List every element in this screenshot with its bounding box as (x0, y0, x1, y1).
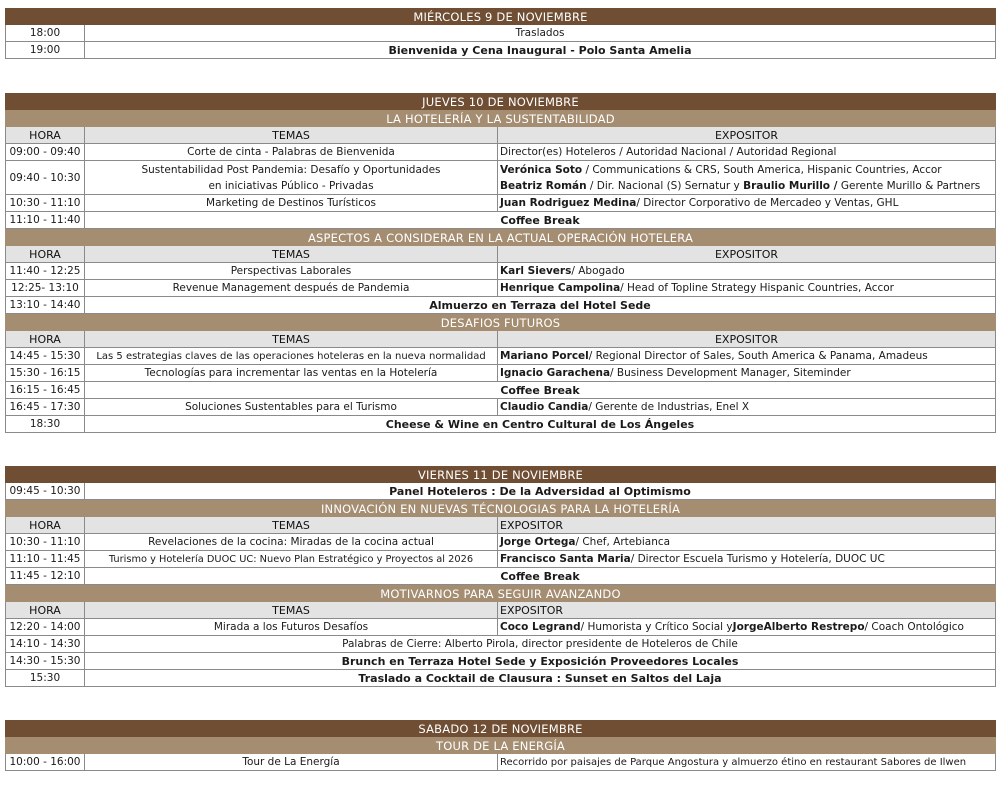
speaker-role: Gerente Murillo & Partners (837, 179, 981, 192)
column-headers (5, 246, 996, 263)
event-cell: Bienvenida y Cena Inaugural - Polo Santa Amelia (85, 42, 996, 58)
time-cell: 15:30 - 16:15 (5, 365, 85, 381)
time-cell: 09:45 - 10:30 (5, 483, 85, 499)
column-headers (5, 331, 996, 348)
time-cell: 13:10 - 14:40 (5, 297, 85, 313)
speaker-role: / Regional Director of Sales, South America & Panama, Amadeus (588, 350, 928, 362)
table-row (5, 348, 996, 365)
speaker-role: / Gerente de Industrias, Enel X (588, 401, 750, 413)
time-cell: 11:10 - 11:45 (5, 551, 85, 567)
table-row (5, 42, 996, 59)
event-cell: Palabras de Cierre: Alberto Pirola, director presidente de Hoteleros de Chile (85, 636, 996, 652)
table-row (5, 619, 996, 636)
topic-cell: Tecnologías para incrementar las ventas en la Hotelería (85, 365, 498, 381)
event-cell: Brunch en Terraza Hotel Sede y Exposición Proveedores Locales (85, 653, 996, 669)
event-cell: Cheese & Wine en Centro Cultural de Los Ángeles (85, 416, 996, 432)
speaker-name: Jorge Ortega (500, 536, 576, 548)
time-cell: 09:00 - 09:40 (5, 144, 85, 160)
table-row (5, 25, 996, 42)
day-title: SABADO 12 DE NOVIEMBRE (5, 720, 996, 737)
speaker-role: / Dir. Nacional (S) Sernatur y (586, 179, 744, 192)
col-temas: TEMAS (85, 602, 498, 618)
speaker-name: Beatriz Román (500, 179, 587, 192)
speaker-name: Juan Rodriguez Medina (500, 197, 637, 209)
speaker-role: / Coach Ontológico (864, 621, 964, 633)
speaker-name: Braulio Murillo / (743, 179, 838, 192)
table-row (5, 161, 996, 195)
col-temas: TEMAS (85, 517, 498, 533)
topic-cell: Perspectivas Laborales (85, 263, 498, 279)
col-expositor: EXPOSITOR (498, 246, 996, 262)
topic-cell: Las 5 estrategias claves de las operaciones hoteleras en la nueva normalidad (85, 348, 498, 364)
speaker-cell: Director(es) Hoteleros / Autoridad Nacional / Autoridad Regional (498, 144, 996, 160)
table-row (5, 382, 996, 399)
day-saturday (5, 720, 996, 771)
speaker-role: / Abogado (571, 265, 625, 277)
topic-cell: Revelaciones de la cocina: Miradas de la cocina actual (85, 534, 498, 550)
time-cell: 16:15 - 16:45 (5, 382, 85, 398)
speaker-line (500, 162, 942, 178)
table-row (5, 653, 996, 670)
table-row (5, 144, 996, 161)
day-title: MIÉRCOLES 9 DE NOVIEMBRE (5, 8, 996, 25)
event-cell: Panel Hoteleros : De la Adversidad al Optimismo (85, 483, 996, 499)
col-expositor: EXPOSITOR (498, 517, 996, 533)
col-hora: HORA (5, 602, 85, 618)
speaker-role: / Director Escuela Turismo y Hotelería, DUOC UC (630, 553, 885, 565)
table-row (5, 636, 996, 653)
section-title: TOUR DE LA ENERGÍA (5, 737, 996, 754)
time-cell: 15:30 (5, 670, 85, 686)
table-row (5, 212, 996, 229)
col-expositor: EXPOSITOR (498, 331, 996, 347)
speaker-name: Henrique Campolina (500, 282, 621, 294)
speaker-name: Claudio Candia (500, 401, 589, 413)
day-wednesday (5, 8, 996, 59)
speaker-name: Coco Legrand (500, 621, 581, 633)
event-cell: Coffee Break (85, 568, 996, 584)
time-cell: 10:00 - 16:00 (5, 754, 85, 770)
section-title: ASPECTOS A CONSIDERAR EN LA ACTUAL OPERACIÓN HOTELERA (5, 229, 996, 246)
col-expositor: EXPOSITOR (498, 602, 996, 618)
speaker-cell (498, 195, 996, 211)
program-document (5, 8, 996, 805)
speaker-role: / Business Development Manager, Siteminder (610, 367, 851, 379)
col-hora: HORA (5, 331, 85, 347)
time-cell: 12:25- 13:10 (5, 280, 85, 296)
speaker-name: Karl Sievers (500, 265, 572, 277)
day-friday (5, 466, 996, 687)
speaker-cell (498, 263, 996, 279)
speaker-name: Ignacio Garachena (500, 367, 611, 379)
table-row (5, 483, 996, 500)
speaker-cell (498, 348, 996, 364)
speaker-role: / Communications & CRS, South America, Hispanic Countries, Accor (582, 163, 942, 176)
column-headers (5, 517, 996, 534)
col-hora: HORA (5, 127, 85, 143)
speaker-line (500, 178, 980, 194)
speaker-name: Francisco Santa Maria (500, 553, 631, 565)
topic-cell: Marketing de Destinos Turísticos (85, 195, 498, 211)
time-cell: 16:45 - 17:30 (5, 399, 85, 415)
speaker-cell (498, 534, 996, 550)
time-cell: 18:30 (5, 416, 85, 432)
table-row (5, 297, 996, 314)
table-row (5, 195, 996, 212)
table-row (5, 568, 996, 585)
event-cell: Almuerzo en Terraza del Hotel Sede (85, 297, 996, 313)
table-row (5, 534, 996, 551)
time-cell: 10:30 - 11:10 (5, 195, 85, 211)
table-row (5, 670, 996, 687)
speaker-cell (498, 551, 996, 567)
table-row (5, 551, 996, 568)
topic-cell: Mirada a los Futuros Desafíos (85, 619, 498, 635)
col-temas: TEMAS (85, 331, 498, 347)
event-cell: Coffee Break (85, 212, 996, 228)
speaker-role: / Head of Topline Strategy Hispanic Countries, Accor (620, 282, 894, 294)
speaker-cell (498, 619, 996, 635)
speaker-role: / Director Corporativo de Mercadeo y Ventas, GHL (636, 197, 899, 209)
topic-line: en iniciativas Público - Privadas (208, 179, 374, 192)
table-row (5, 399, 996, 416)
speaker-role: / Chef, Artebianca (575, 536, 671, 548)
table-row (5, 263, 996, 280)
time-cell: 10:30 - 11:10 (5, 534, 85, 550)
event-cell: Traslados (85, 25, 996, 41)
speaker-name: Verónica Soto (500, 163, 583, 176)
topic-cell: Turismo y Hotelería DUOC UC: Nuevo Plan Estratégico y Proyectos al 2026 (85, 551, 498, 567)
speaker-cell (498, 399, 996, 415)
section-title: MOTIVARNOS PARA SEGUIR AVANZANDO (5, 585, 996, 602)
table-row (5, 416, 996, 433)
col-temas: TEMAS (85, 246, 498, 262)
col-temas: TEMAS (85, 127, 498, 143)
time-cell: 11:40 - 12:25 (5, 263, 85, 279)
speaker-cell (498, 365, 996, 381)
time-cell: 18:00 (5, 25, 85, 41)
col-expositor: EXPOSITOR (498, 127, 996, 143)
speaker-name: JorgeAlberto Restrepo (732, 621, 865, 633)
time-cell: 14:30 - 15:30 (5, 653, 85, 669)
topic-cell: Soluciones Sustentables para el Turismo (85, 399, 498, 415)
day-title: VIERNES 11 DE NOVIEMBRE (5, 466, 996, 483)
time-cell: 14:10 - 14:30 (5, 636, 85, 652)
topic-cell: Revenue Management después de Pandemia (85, 280, 498, 296)
event-cell: Coffee Break (85, 382, 996, 398)
day-title: JUEVES 10 DE NOVIEMBRE (5, 93, 996, 110)
speaker-cell (498, 280, 996, 296)
topic-line: Sustentabilidad Post Pandemia: Desafío y Oportunidades (141, 163, 441, 176)
table-row (5, 754, 996, 771)
speaker-name: Mariano Porcel (500, 350, 589, 362)
table-row (5, 280, 996, 297)
time-cell: 14:45 - 15:30 (5, 348, 85, 364)
table-row (5, 365, 996, 382)
section-title: INNOVACIÓN EN NUEVAS TÉCNOLOGIAS PARA LA HOTELERÍA (5, 500, 996, 517)
day-thursday (5, 93, 996, 433)
section-title: DESAFIOS FUTUROS (5, 314, 996, 331)
topic-cell: Corte de cinta - Palabras de Bienvenida (85, 144, 498, 160)
column-headers (5, 602, 996, 619)
time-cell: 11:45 - 12:10 (5, 568, 85, 584)
event-cell: Traslado a Cocktail de Clausura : Sunset en Saltos del Laja (85, 670, 996, 686)
speaker-cell: Recorrido por paisajes de Parque Angostura y almuerzo étino en restaurant Sabores de Ilwen (498, 754, 996, 770)
time-cell: 12:20 - 14:00 (5, 619, 85, 635)
topic-cell: Tour de La Energía (85, 754, 498, 770)
col-hora: HORA (5, 517, 85, 533)
time-cell: 19:00 (5, 42, 85, 58)
topic-cell (85, 161, 498, 194)
col-hora: HORA (5, 246, 85, 262)
time-cell: 11:10 - 11:40 (5, 212, 85, 228)
speaker-role: / Humorista y Crítico Social y (580, 621, 733, 633)
time-cell: 09:40 - 10:30 (5, 161, 85, 194)
section-title: LA HOTELERÍA Y LA SUSTENTABILIDAD (5, 110, 996, 127)
speaker-cell (498, 161, 996, 194)
column-headers (5, 127, 996, 144)
